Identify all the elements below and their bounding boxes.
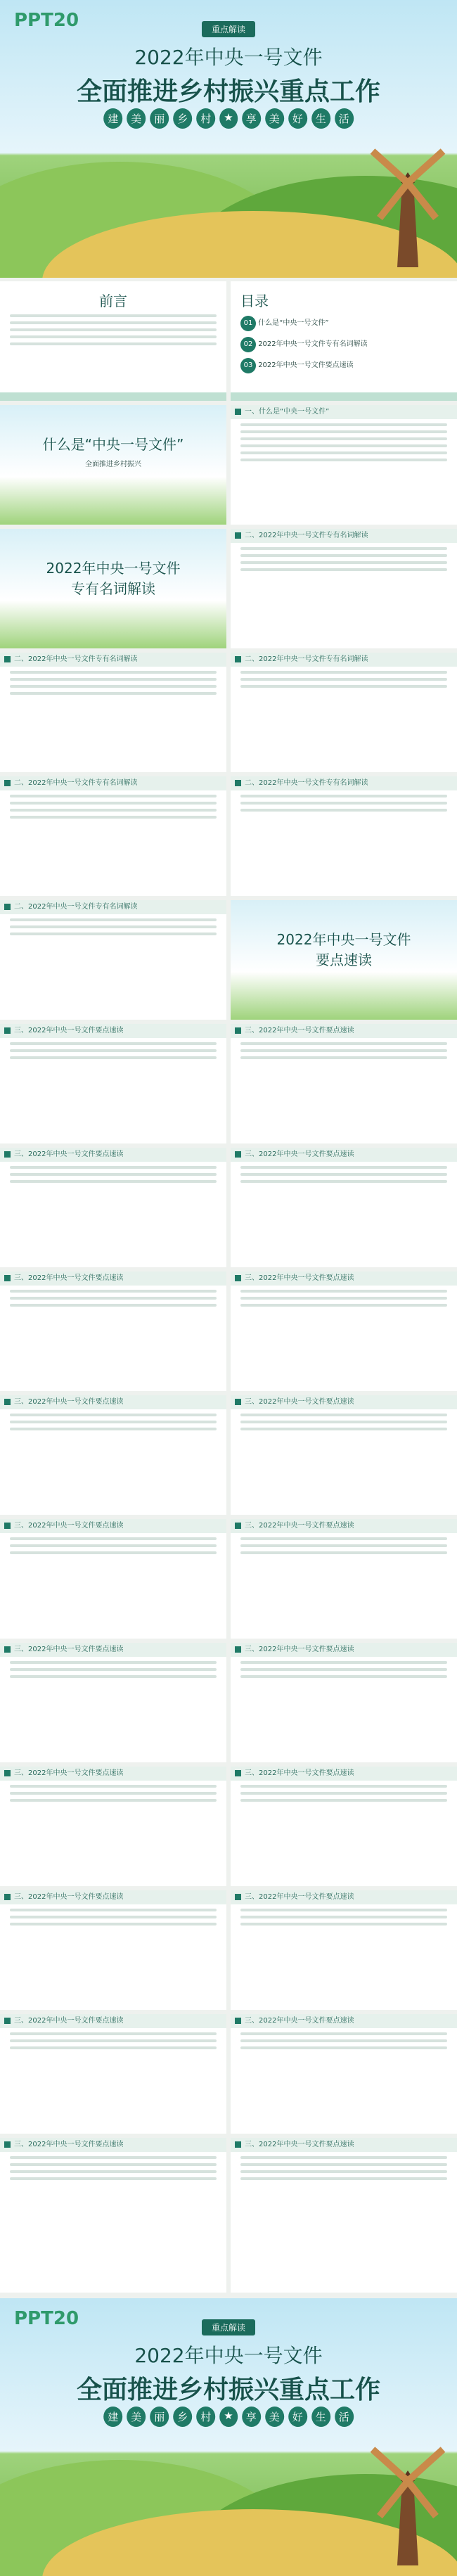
part-header: 二、2022年中央一号文件专有名词解读 <box>231 653 457 667</box>
content-panel <box>231 1643 457 1762</box>
cover-slogan <box>103 2407 354 2427</box>
slogan-char: 享 <box>242 2407 261 2427</box>
preface-row <box>0 281 457 401</box>
content-row <box>0 1890 457 2010</box>
slogan-char: ★ <box>219 2407 237 2427</box>
slogan-char: 活 <box>335 2407 354 2427</box>
content-panel <box>231 1890 457 2010</box>
content-panel <box>231 1148 457 1267</box>
slogan-char: 活 <box>335 108 354 129</box>
slogan-char: 美 <box>265 2407 284 2427</box>
slogan-char: 美 <box>127 108 146 129</box>
content-panel <box>0 2138 226 2293</box>
section3-cover <box>231 900 457 1020</box>
section1-row <box>0 405 457 525</box>
section2-cover <box>0 529 226 648</box>
part-header: 三、2022年中央一号文件要点速读 <box>231 2014 457 2028</box>
content-panel <box>0 1271 226 1391</box>
part-header: 三、2022年中央一号文件要点速读 <box>0 1519 226 1533</box>
content-panel <box>231 1519 457 1639</box>
content-row <box>0 1519 457 1639</box>
content-panel <box>231 1767 457 1886</box>
content-panel <box>231 776 457 896</box>
part-header: 三、2022年中央一号文件要点速读 <box>0 1890 226 1904</box>
section1-cover <box>0 405 226 525</box>
section1-content <box>231 405 457 525</box>
part-header: 三、2022年中央一号文件要点速读 <box>0 1395 226 1409</box>
slogan-char: 美 <box>127 2407 146 2427</box>
part-header: 三、2022年中央一号文件要点速读 <box>231 2138 457 2152</box>
slogan-char: 享 <box>242 108 261 129</box>
content-row <box>0 2014 457 2134</box>
content-panel <box>0 653 226 772</box>
content-row <box>0 1767 457 1886</box>
content-panel <box>231 2014 457 2134</box>
part-header: 三、2022年中央一号文件要点速读 <box>231 1148 457 1162</box>
content-row <box>0 1271 457 1391</box>
toc-item[interactable]: 02 2022年中央一号文件专有名词解读 <box>240 337 447 352</box>
slogan-char: 村 <box>196 2407 215 2427</box>
part-header: 三、2022年中央一号文件要点速读 <box>0 1271 226 1286</box>
slogan-char: 建 <box>103 2407 122 2427</box>
content-panel <box>231 1024 457 1143</box>
cover-slogan <box>103 108 354 129</box>
content-panel <box>0 1519 226 1639</box>
part-header: 三、2022年中央一号文件要点速读 <box>0 2138 226 2152</box>
content-row <box>0 1643 457 1762</box>
part-header: 三、2022年中央一号文件要点速读 <box>231 1767 457 1781</box>
content-panel <box>0 1767 226 1886</box>
part-header: 三、2022年中央一号文件要点速读 <box>231 1271 457 1286</box>
content-panel <box>0 1643 226 1762</box>
part-header: 三、2022年中央一号文件要点速读 <box>0 1767 226 1781</box>
part-header: 三、2022年中央一号文件要点速读 <box>0 2014 226 2028</box>
part-header: 二、2022年中央一号文件专有名词解读 <box>231 529 457 543</box>
slogan-char: 乡 <box>173 2407 192 2427</box>
content-row <box>0 776 457 896</box>
part-header: 三、2022年中央一号文件要点速读 <box>231 1890 457 1904</box>
slogan-char: 建 <box>103 108 122 129</box>
preface-panel <box>0 281 226 401</box>
content-row <box>0 1395 457 1515</box>
windmill-icon <box>366 2432 450 2572</box>
part-header: 二、2022年中央一号文件专有名词解读 <box>0 900 226 914</box>
slogan-char: 生 <box>311 108 330 129</box>
part-header: 三、2022年中央一号文件要点速读 <box>231 1519 457 1533</box>
section1-title: 什么是“中央一号文件” <box>42 436 184 453</box>
part-header: 二、2022年中央一号文件专有名词解读 <box>231 776 457 790</box>
windmill-icon <box>366 134 450 274</box>
content-panel <box>0 1148 226 1267</box>
preface-title: 前言 <box>99 293 127 309</box>
slogan-char: 好 <box>288 108 307 129</box>
content-panel <box>0 2014 226 2134</box>
slogan-char: ★ <box>219 108 237 129</box>
cover-title: 2022年中央一号文件 <box>134 2344 323 2367</box>
content-panel <box>231 2138 457 2293</box>
cover-title: 2022年中央一号文件 <box>134 46 323 69</box>
logo: PPT20 <box>14 2308 79 2329</box>
part-header: 三、2022年中央一号文件要点速读 <box>0 1148 226 1162</box>
part-header: 二、2022年中央一号文件专有名词解读 <box>0 776 226 790</box>
toc-label: 什么是“中央一号文件” <box>258 319 329 327</box>
cover-slide-bottom <box>0 2298 457 2576</box>
slogan-char: 村 <box>196 108 215 129</box>
section2-content <box>231 529 457 648</box>
part-header: 三、2022年中央一号文件要点速读 <box>231 1643 457 1657</box>
content-panel <box>0 1395 226 1515</box>
section2-subtitle: 专有名词解读 <box>71 580 155 597</box>
part-header: 三、2022年中央一号文件要点速读 <box>231 1395 457 1409</box>
section3-row <box>0 900 457 1020</box>
slogan-char: 好 <box>288 2407 307 2427</box>
cover-slide <box>0 0 457 278</box>
section2-row <box>0 529 457 648</box>
slogan-char: 生 <box>311 2407 330 2427</box>
content-panel <box>0 776 226 896</box>
slogan-char: 丽 <box>150 2407 169 2427</box>
part-header: 三、2022年中央一号文件要点速读 <box>0 1643 226 1657</box>
content-row <box>0 1024 457 1143</box>
part-header: 二、2022年中央一号文件专有名词解读 <box>0 653 226 667</box>
toc-label: 2022年中央一号文件要点速读 <box>258 361 354 369</box>
cover-badge: 重点解读 <box>202 21 255 37</box>
content-panel <box>0 1890 226 2010</box>
toc-title: 目录 <box>240 293 269 309</box>
content-panel <box>231 1271 457 1391</box>
toc-item[interactable]: 01 什么是“中央一号文件” <box>240 316 447 331</box>
section3-subtitle: 要点速读 <box>316 951 372 968</box>
logo: PPT20 <box>14 10 79 31</box>
content-panel <box>0 900 226 1020</box>
part-header: 三、2022年中央一号文件要点速读 <box>231 1024 457 1038</box>
slogan-char: 乡 <box>173 108 192 129</box>
section3-title: 2022年中央一号文件 <box>276 931 411 948</box>
slogan-char: 丽 <box>150 108 169 129</box>
toc-item[interactable]: 03 2022年中央一号文件要点速读 <box>240 358 447 373</box>
part-header: 一、什么是“中央一号文件” <box>231 405 457 419</box>
cover-badge: 重点解读 <box>202 2319 255 2335</box>
toc-panel <box>231 281 457 401</box>
content-panel <box>231 653 457 772</box>
part-header: 三、2022年中央一号文件要点速读 <box>0 1024 226 1038</box>
content-panel <box>0 1024 226 1143</box>
section1-sub: 全面推进乡村振兴 <box>85 461 141 468</box>
content-row <box>0 1148 457 1267</box>
section2-title: 2022年中央一号文件 <box>46 560 181 577</box>
content-row <box>0 2138 457 2293</box>
cover-subtitle: 全面推进乡村振兴重点工作 <box>76 2376 380 2404</box>
content-row <box>0 653 457 772</box>
toc-label: 2022年中央一号文件专有名词解读 <box>258 340 368 348</box>
content-panel <box>231 1395 457 1515</box>
slogan-char: 美 <box>265 108 284 129</box>
cover-subtitle: 全面推进乡村振兴重点工作 <box>76 77 380 106</box>
